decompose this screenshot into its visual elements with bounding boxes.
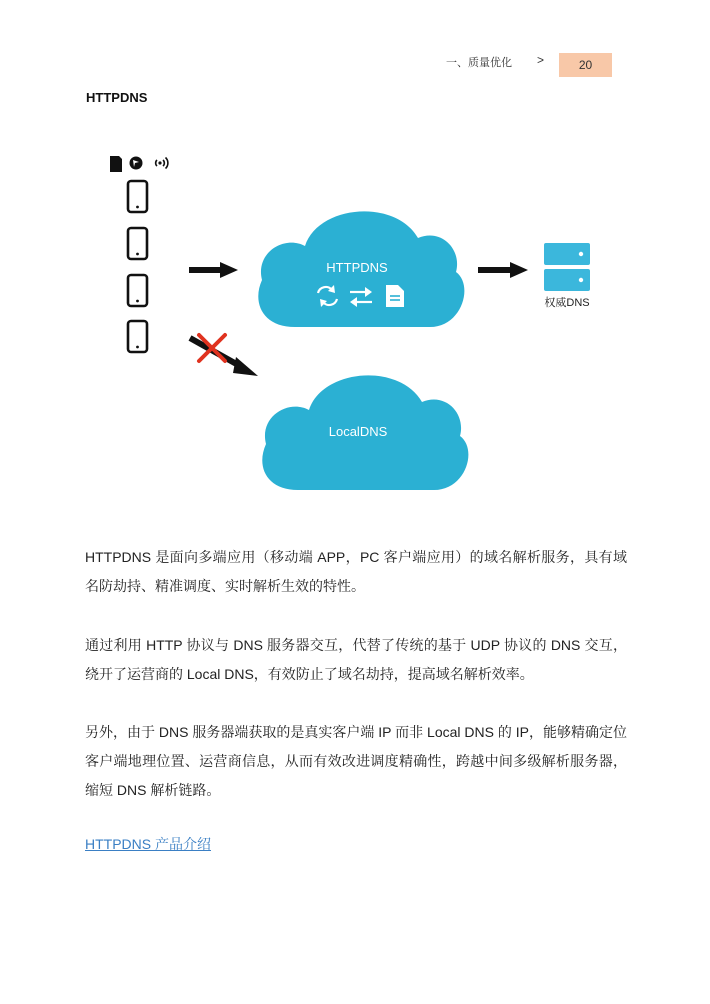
arrow-to-httpdns (189, 262, 238, 278)
server-icon (544, 243, 590, 291)
phone-icon (128, 321, 147, 352)
paragraph-protocol: 通过利用 HTTP 协议与 DNS 服务器交互，代替了传统的基于 UDP 协议的 DNS 交互，绕开了运营商的 Local DNS，有效防止了域名劫持，提高域名解析效率。 (85, 637, 627, 682)
phone-icon (128, 228, 147, 259)
paragraph-advantage: 另外，由于 DNS 服务器端获取的是真实客户端 IP 而非 Local DNS 的 IP，能够精确定位客户端地理位置、运营商信息，从而有效改进调度精确性，跨越中间多级解析服务器，缩短 DNS 解析链路。 (85, 724, 627, 798)
gps-icon (130, 157, 143, 170)
httpdns-cloud-label: HTTPDNS (326, 260, 388, 275)
header-section-title: 一、质量优化 (446, 57, 512, 69)
arrow-to-authoritative-dns (478, 262, 528, 278)
document-icon (386, 285, 404, 307)
header-arrow: > (537, 53, 545, 67)
localdns-cloud-label: LocalDNS (328, 424, 388, 439)
page-number-badge: 20 (559, 53, 612, 77)
paragraph-intro: HTTPDNS 是面向多端应用（移动端 APP，PC 客户端应用）的域名解析服务，具有域名防劫持、精准调度、实时解析生效的特性。 (85, 549, 627, 594)
section-title: HTTPDNS (86, 90, 148, 105)
sd-card-icon (110, 156, 122, 172)
phone-icon (128, 181, 147, 212)
server-label: 权威DNS (544, 297, 590, 309)
signal-icon (156, 158, 168, 169)
product-intro-link[interactable]: HTTPDNS 产品介绍 (85, 836, 211, 852)
phone-icon (128, 275, 147, 306)
